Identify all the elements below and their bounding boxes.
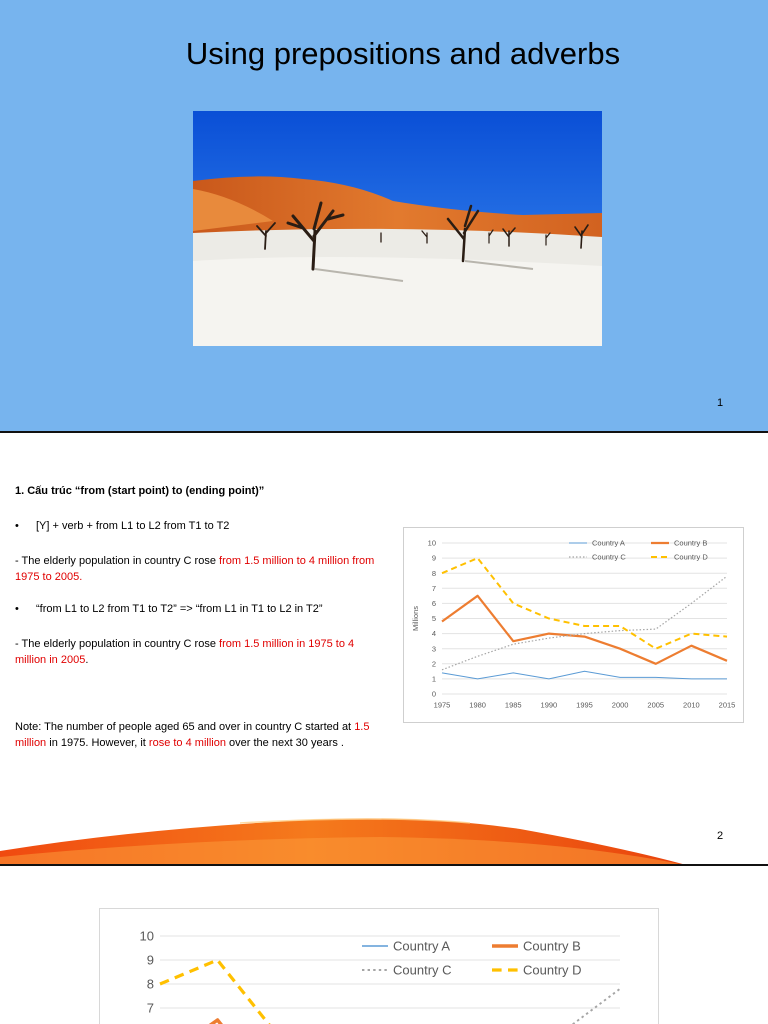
series-line-country-c — [442, 576, 727, 670]
x-tick-label: 1980 — [469, 700, 486, 710]
y-tick-label: 9 — [146, 952, 154, 968]
page-number: 2 — [717, 830, 724, 842]
line-chart-large — [99, 908, 659, 1024]
bullet-marker: • — [15, 520, 19, 532]
y-tick-label: 7 — [146, 1000, 154, 1016]
note — [15, 719, 385, 751]
legend-label: Country B — [523, 938, 581, 954]
legend-label: Country C — [592, 552, 626, 562]
y-tick-label: 1 — [431, 674, 436, 684]
series-line-country-a — [442, 671, 727, 679]
bullet-2-text: “from L1 to L2 from T1 to T2” => “from L1 in T1 to L2 in T2” — [36, 603, 323, 615]
y-tick-label: 4 — [431, 629, 436, 639]
line-chart-svg — [404, 528, 745, 724]
y-axis-label: Millions — [411, 605, 420, 632]
note-text-c: over the next 30 years . — [225, 737, 344, 749]
x-tick-label: 2010 — [683, 700, 700, 710]
y-tick-label: 5 — [431, 614, 436, 624]
series-line-country-c — [160, 989, 620, 1024]
y-tick-label: 6 — [431, 599, 436, 609]
legend-label: Country D — [523, 962, 582, 978]
bullet-2 — [15, 601, 385, 617]
example-1-highlight: from 1.5 million to 4 million from 1975 to 2005 — [15, 555, 375, 583]
page-number: 1 — [717, 397, 724, 409]
slide-2 — [0, 435, 768, 866]
x-tick-label: 2015 — [718, 700, 736, 710]
section-heading: 1. Cấu trúc “from (start point) to (ending point)” — [15, 485, 265, 497]
example-2-text: - The elderly population in country C rose — [15, 638, 220, 650]
slide-1 — [0, 0, 768, 433]
y-tick-label: 8 — [146, 976, 154, 992]
note-text-b: in 1975. However, it — [46, 737, 149, 749]
legend-label: Country B — [674, 538, 708, 548]
note-highlight-1: 1.5 million — [15, 721, 370, 749]
y-tick-label: 10 — [139, 928, 154, 944]
bullet-marker: • — [15, 603, 19, 615]
bullet-1 — [15, 518, 385, 534]
series-line-country-b — [160, 1020, 620, 1024]
x-tick-label: 1990 — [540, 700, 558, 710]
legend-label: Country A — [592, 538, 625, 548]
example-1-text: - The elderly population in country C rose — [15, 555, 220, 567]
line-chart — [403, 527, 744, 723]
y-tick-label: 10 — [427, 538, 436, 548]
x-tick-label: 1975 — [433, 700, 451, 710]
decorative-wave — [0, 813, 768, 866]
note-text-a: Note: The number of people aged 65 and over in country C started at — [15, 721, 355, 733]
x-tick-label: 2005 — [647, 700, 665, 710]
legend-label: Country D — [674, 552, 708, 562]
y-tick-label: 2 — [431, 659, 436, 669]
y-tick-label: 9 — [431, 553, 436, 563]
line-chart-large-svg — [100, 909, 660, 1024]
desert-photo — [193, 111, 602, 346]
y-tick-label: 0 — [431, 689, 436, 699]
x-tick-label: 2000 — [611, 700, 629, 710]
slide-title: Using prepositions and adverbs — [185, 36, 621, 71]
legend-label: Country A — [393, 938, 451, 954]
example-2 — [15, 636, 385, 668]
legend-label: Country C — [393, 962, 452, 978]
y-tick-label: 3 — [431, 644, 436, 654]
note-highlight-2: rose to 4 million — [148, 737, 226, 749]
example-1 — [15, 553, 385, 585]
example-1-end: . — [79, 571, 83, 583]
bullet-1-text: [Y] + verb + from L1 to L2 from T1 to T2 — [36, 520, 230, 532]
x-tick-label: 1995 — [576, 700, 593, 710]
slide-3 — [0, 868, 768, 1024]
x-tick-label: 1985 — [504, 700, 522, 710]
example-2-end: . — [85, 654, 89, 666]
y-tick-label: 7 — [431, 583, 436, 593]
y-tick-label: 8 — [431, 568, 436, 578]
example-2-highlight: from 1.5 million in 1975 to 4 million in 2005 — [15, 638, 355, 666]
